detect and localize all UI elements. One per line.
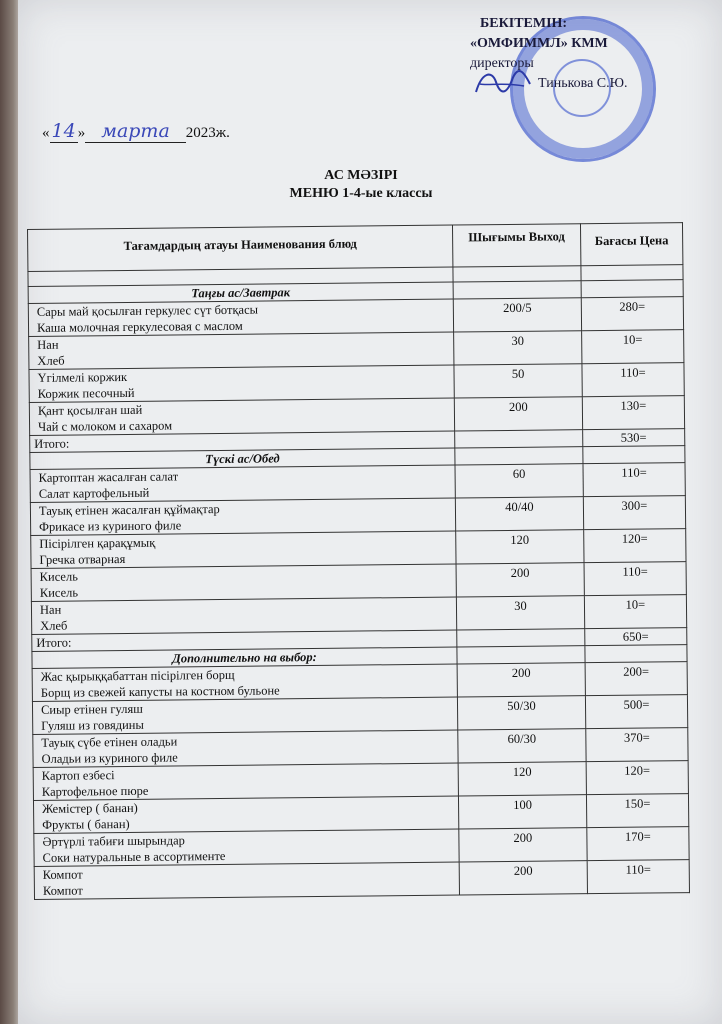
- dish-price: 130=: [582, 396, 684, 430]
- dish-name-ru: Соки натуральные в ассортименте: [42, 848, 226, 865]
- dish-name-ru: Фрикасе из куриного филе: [39, 518, 182, 534]
- dish-name-cell: [29, 398, 454, 435]
- dish-price: 110=: [582, 363, 684, 397]
- dish-output: 100: [459, 795, 587, 829]
- section-empty-cell: [581, 280, 683, 298]
- dish-name-kz: Әртүрлі табиғи шырындар: [42, 833, 185, 849]
- dish-price: 280=: [581, 297, 683, 331]
- dish-output: 120: [458, 762, 586, 796]
- dish-name-cell: [29, 365, 454, 402]
- dish-output: 200: [459, 861, 587, 895]
- dish-name-cell: [33, 796, 458, 833]
- dish-price: 170=: [587, 827, 689, 861]
- dish-name-kz: Қант қосылған шай: [37, 402, 143, 418]
- dish-output: 200/5: [453, 298, 581, 332]
- dish-price: 370=: [586, 728, 688, 762]
- dish-name-ru: Хлеб: [40, 618, 68, 633]
- dish-name-ru: Фрукты ( банан): [42, 816, 130, 832]
- dish-name-kz: Нан: [39, 602, 62, 617]
- table-header-row: [28, 223, 683, 272]
- dish-name-ru: Компот: [42, 883, 83, 898]
- dish-name-ru: Гуляш из говядины: [41, 717, 144, 733]
- total-value: 650=: [585, 628, 687, 646]
- dish-output: 30: [456, 596, 584, 630]
- dish-name-kz: Компот: [42, 867, 83, 882]
- total-empty-cell: [455, 430, 583, 448]
- menu-table-body: [28, 265, 690, 900]
- dish-name-cell: [30, 465, 455, 502]
- dish-name-ru: Коржик песочный: [37, 385, 135, 401]
- approval-position: директоры: [470, 56, 534, 71]
- dish-output: 120: [456, 530, 584, 564]
- date-close-quote: »: [77, 125, 86, 141]
- date-year: 2023ж.: [185, 125, 230, 141]
- dish-price: 300=: [583, 496, 685, 530]
- dish-name-cell: [29, 332, 454, 369]
- dish-price: 500=: [585, 695, 687, 729]
- dish-name-kz: Тауық етінен жасалған құймақтар: [38, 501, 220, 518]
- dish-name-cell: [34, 862, 459, 899]
- dish-name-kz: Сары май қосылған геркулес сүт ботқасы: [36, 302, 259, 319]
- dish-name-kz: Сиыр етінен гуляш: [40, 701, 143, 717]
- dish-name-kz: Үгілмелі коржик: [37, 369, 128, 385]
- dish-name-kz: Жас қырыққабаттан пісірілген борщ: [40, 667, 235, 684]
- dish-name-cell: [31, 597, 456, 634]
- dish-output: 200: [457, 663, 585, 697]
- dish-output: 50/30: [457, 696, 585, 730]
- dish-name-cell: [33, 730, 458, 767]
- section-empty-cell: [583, 446, 685, 464]
- menu-table: [27, 222, 690, 900]
- document-date: [42, 120, 230, 143]
- spacer-cell: [581, 265, 683, 281]
- approval-name: Тинькова С.Ю.: [538, 76, 628, 91]
- dish-name-cell: [32, 664, 457, 701]
- dish-output: 50: [454, 364, 582, 398]
- date-month: марта: [101, 120, 170, 142]
- dish-output: 200: [456, 563, 584, 597]
- dish-price: 10=: [584, 595, 686, 629]
- dish-name-ru: Салат картофельный: [38, 485, 150, 501]
- total-value: 530=: [583, 429, 685, 447]
- total-empty-cell: [457, 629, 585, 647]
- spacer-cell: [453, 266, 581, 282]
- section-empty-cell: [457, 646, 585, 664]
- section-empty-cell: [455, 447, 583, 465]
- dish-price: 110=: [587, 860, 689, 894]
- dish-name-cell: [31, 531, 456, 568]
- dish-name-ru: Каша молочная геркулесовая с маслом: [36, 318, 243, 335]
- dish-name-ru: Хлеб: [37, 353, 65, 368]
- dish-name-ru: Гречка отварная: [39, 551, 126, 567]
- table-row: [34, 860, 689, 900]
- dish-output: 30: [454, 331, 582, 365]
- dish-output: 200: [459, 828, 587, 862]
- menu-subtitle: МЕНЮ 1-4-ые классы: [289, 186, 433, 201]
- dish-name-cell: [33, 763, 458, 800]
- dish-name-kz: Пісірілген қарақұмық: [39, 535, 156, 551]
- dish-name-kz: Жемістер ( банан): [41, 800, 138, 816]
- date-open-quote: «: [42, 125, 50, 141]
- dish-name-ru: Оладьи из куриного филе: [41, 750, 178, 766]
- section-title: Түскі ас/Обед: [30, 448, 455, 469]
- total-label: Итого:: [32, 630, 457, 651]
- dish-name-cell: [34, 829, 459, 866]
- dish-name-ru: Борщ из свежей капусты на костном бульоне: [40, 683, 280, 700]
- dish-price: 110=: [584, 562, 686, 596]
- dish-name-cell: [32, 697, 457, 734]
- dish-price: 110=: [583, 463, 685, 497]
- dish-name-ru: Кисель: [39, 585, 79, 600]
- approval-block: [470, 14, 710, 94]
- approval-organization: «ОМФИММЛ» КММ: [470, 36, 608, 51]
- dish-price: 150=: [586, 794, 688, 828]
- section-empty-cell: [453, 281, 581, 299]
- menu-title: АС МӘЗІРІ: [324, 168, 398, 183]
- date-day: 14: [51, 120, 76, 142]
- dish-price: 10=: [582, 330, 684, 364]
- header-output: Шығымы Выход: [453, 224, 581, 267]
- dish-output: 200: [454, 397, 582, 431]
- section-empty-cell: [585, 645, 687, 663]
- dish-output: 60/30: [458, 729, 586, 763]
- dish-name-kz: Картоп езбесі: [41, 768, 115, 783]
- dish-name-kz: Кисель: [39, 569, 78, 584]
- dish-name-ru: Картофельное пюре: [41, 783, 149, 799]
- dish-name-cell: [30, 498, 455, 535]
- dish-name-cell: [31, 564, 456, 601]
- dish-name-cell: [28, 299, 453, 336]
- dish-output: 60: [455, 464, 583, 498]
- dish-price: 120=: [586, 761, 688, 795]
- approval-heading: БЕКІТЕМІН:: [480, 16, 568, 31]
- dish-name-kz: Картоптан жасалған салат: [38, 469, 179, 485]
- header-dish-name: Тағамдардың атауы Наименования блюд: [28, 225, 453, 271]
- header-price: Бағасы Цена: [580, 223, 683, 266]
- dish-name-kz: Тауық сүбе етінен оладьи: [41, 734, 178, 750]
- dish-price: 200=: [585, 662, 687, 696]
- dish-price: 120=: [584, 529, 686, 563]
- dish-name-ru: Чай с молоком и сахаром: [37, 418, 173, 434]
- section-title: Дополнительно на выбор:: [32, 647, 457, 668]
- total-label: Итого:: [30, 431, 455, 452]
- dish-name-kz: Нан: [37, 337, 59, 352]
- dish-output: 40/40: [455, 497, 583, 531]
- section-title: Таңғы ас/Завтрак: [28, 282, 453, 303]
